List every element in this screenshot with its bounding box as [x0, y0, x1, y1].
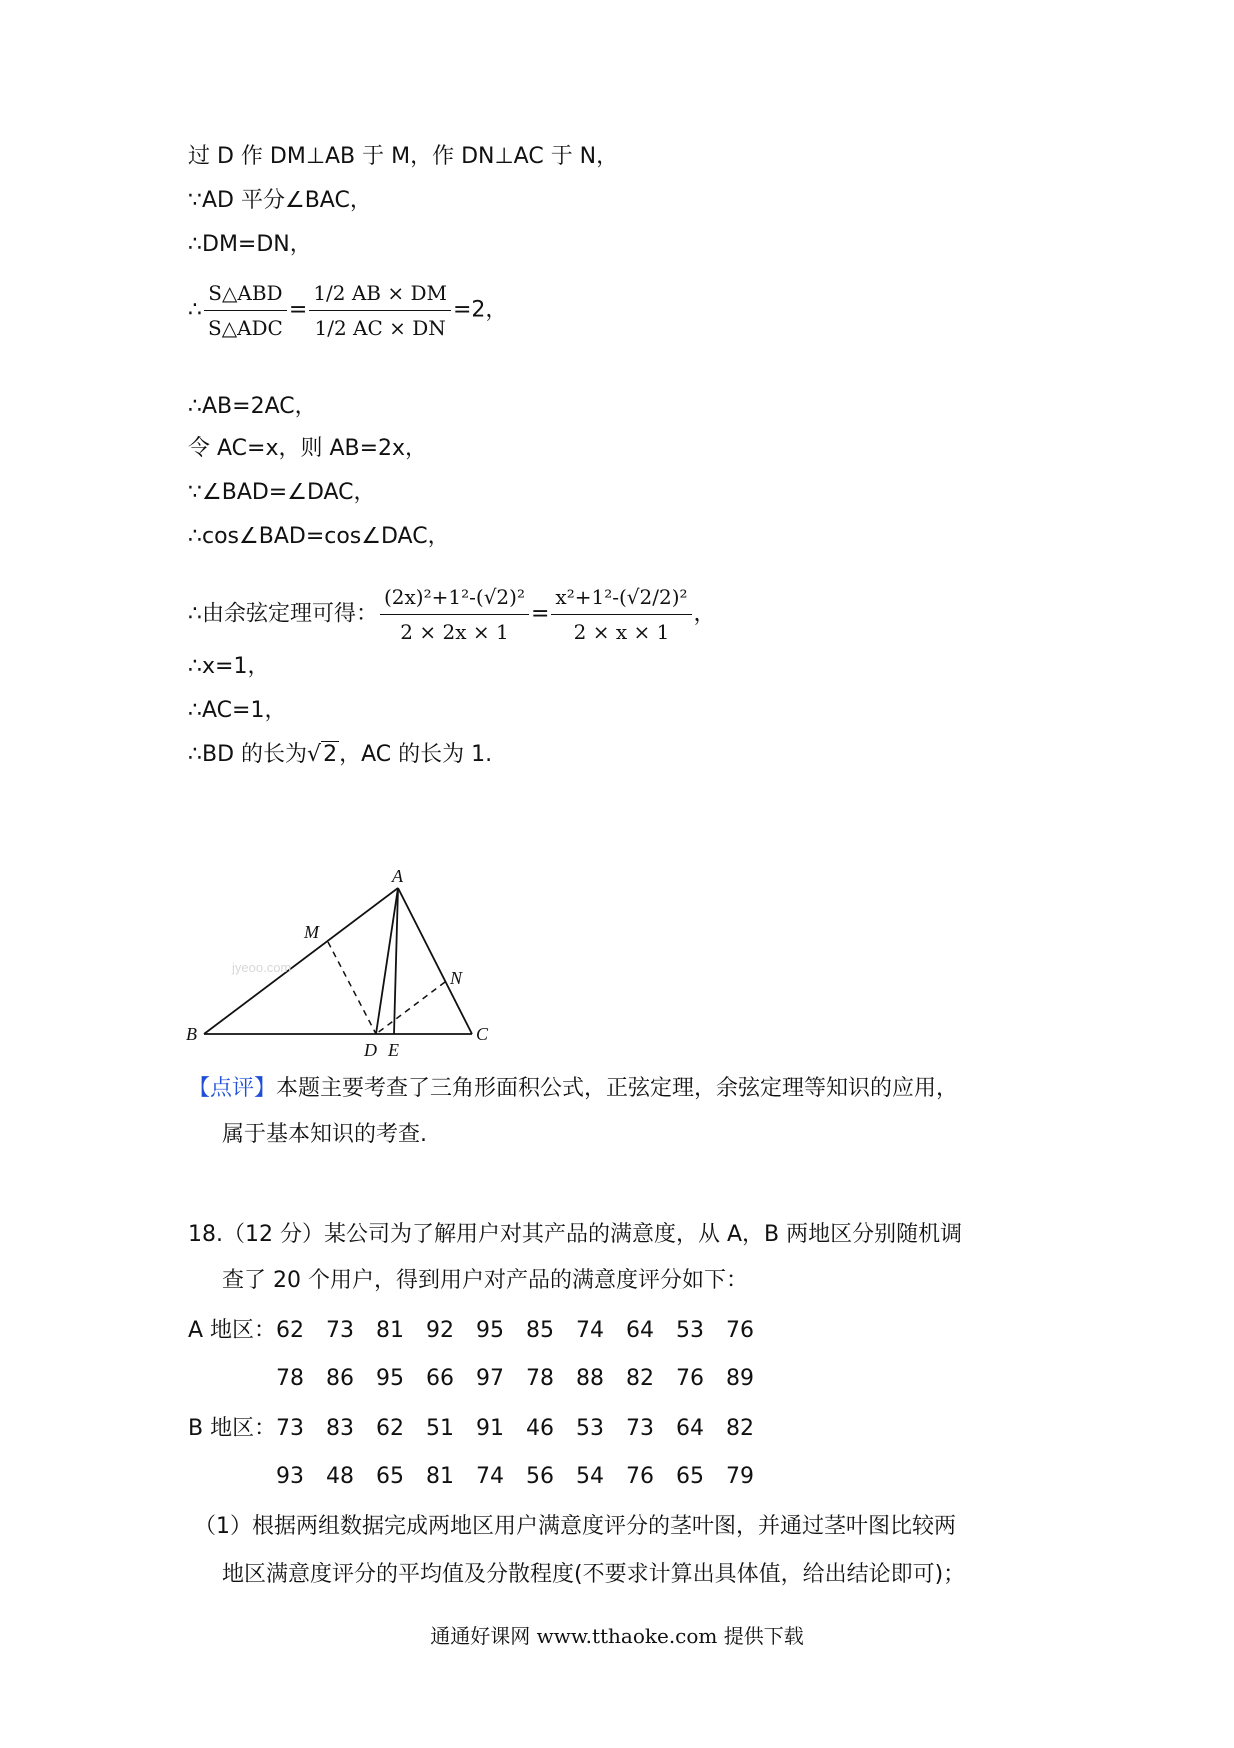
score-value: 46: [526, 1416, 554, 1441]
solution-line-6: 令 AC=x，则 AB=2x，: [188, 436, 428, 461]
solution-line-2: ∵AD 平分∠BAC，: [188, 188, 372, 213]
score-value: 97: [476, 1366, 504, 1391]
segment-dm: [328, 942, 376, 1034]
label-m: M: [304, 922, 319, 942]
question-1-line-1: （1）根据两组数据完成两地区用户满意度评分的茎叶图，并通过茎叶图比较两: [194, 1514, 956, 1539]
label-b: B: [186, 1024, 197, 1044]
region-b-row-1: [276, 1414, 776, 1444]
score-value: 76: [676, 1366, 704, 1391]
diagram-watermark: jyeoo.com: [232, 960, 292, 975]
review-text-1: 本题主要考查了三角形面积公式，正弦定理，余弦定理等知识的应用，: [276, 1076, 959, 1101]
rhs-fraction: [551, 582, 691, 647]
label-c: C: [476, 1024, 489, 1044]
half-coefficient-top: 1/2: [313, 281, 346, 305]
area-ratio-fraction: [204, 278, 287, 343]
score-value: 53: [576, 1416, 604, 1441]
solution-line-3: ∴DM=DN，: [188, 232, 312, 257]
score-value: 92: [426, 1318, 454, 1343]
cosine-law-prefix: ∴由余弦定理可得：: [188, 601, 378, 627]
score-value: 66: [426, 1366, 454, 1391]
score-value: 74: [476, 1464, 504, 1489]
score-value: 88: [576, 1366, 604, 1391]
score-value: 83: [326, 1416, 354, 1441]
score-value: 76: [626, 1464, 654, 1489]
score-value: 89: [726, 1366, 754, 1391]
score-value: 78: [276, 1366, 304, 1391]
problem18-line-2: 查了 20 个用户，得到用户对产品的满意度评分如下：: [222, 1268, 748, 1293]
solution-line-8: ∴cos∠BAD=cos∠DAC，: [188, 524, 450, 549]
score-value: 76: [726, 1318, 754, 1343]
score-value: 62: [376, 1416, 404, 1441]
problem18-line-1: 18.（12 分）某公司为了解用户对其产品的满意度，从 A，B 两地区分别随机调: [188, 1222, 963, 1247]
score-value: 73: [276, 1416, 304, 1441]
score-value: 48: [326, 1464, 354, 1489]
score-value: 73: [326, 1318, 354, 1343]
solution-line-1: 过 D 作 DM⊥AB 于 M，作 DN⊥AC 于 N，: [188, 144, 619, 169]
score-value: 62: [276, 1318, 304, 1343]
score-value: 54: [576, 1464, 604, 1489]
label-n: N: [450, 968, 463, 988]
review-line-2: 属于基本知识的考查.: [222, 1122, 427, 1147]
therefore-symbol: ∴: [188, 297, 202, 323]
score-value: 85: [526, 1318, 554, 1343]
score-value: 78: [526, 1366, 554, 1391]
ratio-result: =2，: [453, 297, 508, 323]
segment-ac: [398, 888, 472, 1034]
solution-line-7: ∵∠BAD=∠DAC，: [188, 480, 376, 505]
score-value: 86: [326, 1366, 354, 1391]
solution-line-11: ∴AC=1，: [188, 698, 287, 723]
review-tag: 【点评】: [188, 1076, 277, 1101]
solution-line-5: ∴AB=2AC，: [188, 394, 317, 419]
score-value: 56: [526, 1464, 554, 1489]
score-value: 93: [276, 1464, 304, 1489]
cosine-law-equation: ∴由余弦定理可得： $\frac{\text{(2x)²+1²-(√2)²}}{2 \times 2x \times 1}$ = $\frac{\text{x²+1²-(√2/2)²}}{2 \times x \times 1}$ ，: [188, 582, 716, 647]
half-product-fraction: [309, 278, 451, 343]
score-value: 64: [676, 1416, 704, 1441]
lhs-numerator: (2x)²+1²-(√2)²: [380, 582, 529, 615]
area-ratio-equation: ∴ $\frac{\text{S△ABD}}{\text{S△ADC}}$ = $\frac{1/2 AB \times DM}{1/2 AC \times DN}$ =2，: [188, 278, 507, 343]
ab-times-dm: AB × DM: [351, 281, 447, 305]
score-value: 51: [426, 1416, 454, 1441]
score-value: 53: [676, 1318, 704, 1343]
score-value: 95: [476, 1318, 504, 1343]
region-b-row-2: [276, 1462, 776, 1492]
triangle-diagram: [180, 860, 500, 1060]
region-a-label: A 地区：: [188, 1318, 277, 1343]
sqrt-radicand: 2: [323, 742, 338, 767]
score-value: 82: [726, 1416, 754, 1441]
score-value: 81: [426, 1464, 454, 1489]
region-b-label: B 地区：: [188, 1416, 277, 1441]
page-footer: 通通好课网 www.tthaoke.com 提供下载: [430, 1624, 804, 1648]
solution-line-12: ∴BD 的长为√2，AC 的长为 1.: [188, 742, 493, 767]
score-value: 65: [376, 1464, 404, 1489]
question-1-line-2: 地区满意度评分的平均值及分散程度(不要求计算出具体值，给出结论即可)；: [222, 1562, 966, 1587]
score-value: 65: [676, 1464, 704, 1489]
rhs-numerator: x²+1²-(√2/2)²: [551, 582, 691, 615]
region-a-row-1: [276, 1316, 776, 1346]
score-value: 73: [626, 1416, 654, 1441]
score-value: 91: [476, 1416, 504, 1441]
score-value: 64: [626, 1318, 654, 1343]
score-value: 82: [626, 1366, 654, 1391]
half-coefficient-bottom: 1/2: [314, 316, 347, 340]
solution-line-10: ∴x=1，: [188, 654, 270, 679]
area-adc: S△ADC: [208, 316, 283, 340]
label-e: E: [388, 1040, 399, 1060]
region-a-row-2: [276, 1364, 776, 1394]
lhs-fraction: [380, 582, 529, 647]
score-value: 74: [576, 1318, 604, 1343]
label-d: D: [364, 1040, 377, 1060]
segment-dn: [376, 982, 445, 1034]
ac-times-dn: AC × DN: [353, 316, 446, 340]
score-value: 79: [726, 1464, 754, 1489]
area-abd: S△ABD: [204, 278, 286, 311]
rhs-denominator: 2 × x × 1: [573, 620, 670, 644]
score-value: 95: [376, 1366, 404, 1391]
lhs-denominator: 2 × 2x × 1: [400, 620, 509, 644]
sqrt-sign: √: [307, 742, 322, 767]
score-value: 81: [376, 1318, 404, 1343]
review-line-1: [188, 1074, 958, 1104]
label-a: A: [392, 866, 403, 886]
